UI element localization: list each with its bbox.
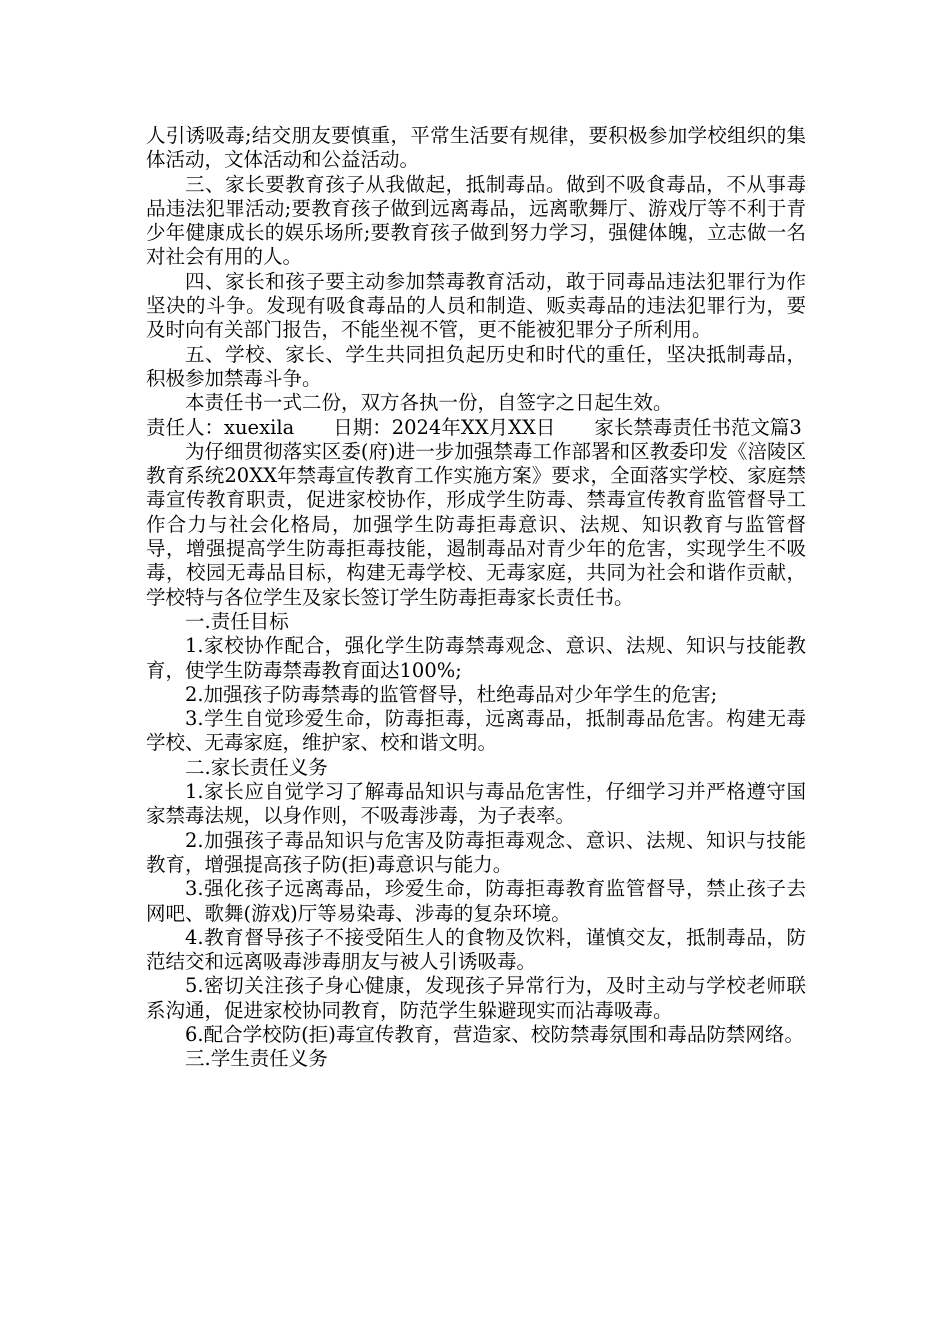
section-heading-goals: 一.责任目标 xyxy=(185,609,289,633)
section-heading-student-duties: 三.学生责任义务 xyxy=(185,1047,328,1071)
paragraph-continuation: 人引诱吸毒;结交朋友要慎重，平常生活要有规律，要积极参加学校组织的集体活动，文体活动和公益活动。 xyxy=(146,124,806,172)
parent-duty-6: 6.配合学校防(拒)毒宣传教育，营造家、校防禁毒氛围和毒品防禁网络。 xyxy=(185,1022,804,1046)
parent-duty-4: 4.教育督导孩子不接受陌生人的食物及饮料，谨慎交友，抵制毒品，防范结交和远离吸毒涉毒朋友与被人引诱吸毒。 xyxy=(146,925,806,974)
paragraph-item-five: 五、学校、家长、学生共同担负起历史和时代的重任，坚决抵制毒品，积极参加禁毒斗争。 xyxy=(146,342,806,390)
signature-line: 责任人：xuexila 日期：2024年XX月XX日 家长禁毒责任书范文篇3 xyxy=(146,415,802,439)
parent-duty-5: 5.密切关注孩子身心健康，发现孩子异常行为，及时主动与学校老师联系沟通，促进家校协同教育，防范学生躲避现实而沾毒吸毒。 xyxy=(146,974,806,1022)
parent-duty-3: 3.强化孩子远离毒品，珍爱生命，防毒拒毒教育监管督导，禁止孩子去网吧、歌舞(游戏)厅等易染毒、涉毒的复杂环境。 xyxy=(146,877,806,925)
paragraph-validity: 本责任书一式二份，双方各执一份，自签字之日起生效。 xyxy=(185,391,673,415)
goal-item-2: 2.加强孩子防毒禁毒的监管督导，杜绝毒品对少年学生的危害; xyxy=(185,682,718,706)
paragraph-item-three: 三、家长要教育孩子从我做起，抵制毒品。做到不吸食毒品，不从事毒品违法犯罪活动;要教育孩子做到远离毒品，远离歌舞厅、游戏厅等不利于青少年健康成长的娱乐场所;要教育孩子做到努力学习，强健体魄，立志做一名对社会有用的人。 xyxy=(146,172,806,269)
section-heading-parent-duties: 二.家长责任义务 xyxy=(185,755,328,779)
parent-duty-2: 2.加强孩子毒品知识与危害及防毒拒毒观念、意识、法规、知识与技能教育，增强提高孩子防(拒)毒意识与能力。 xyxy=(146,828,806,876)
parent-duty-1: 1.家长应自觉学习了解毒品知识与毒品危害性，仔细学习并严格遵守国家禁毒法规，以身作则，不吸毒涉毒，为子表率。 xyxy=(146,780,806,828)
goal-item-3: 3.学生自觉珍爱生命，防毒拒毒，远离毒品，抵制毒品危害。构建无毒学校、无毒家庭，维护家、校和谐文明。 xyxy=(146,707,806,755)
goal-item-1: 1.家校协作配合，强化学生防毒禁毒观念、意识、法规、知识与技能教育，使学生防毒禁毒教育面达100%; xyxy=(146,634,806,682)
document-page xyxy=(146,124,806,1072)
paragraph-intro: 为仔细贯彻落实区委(府)进一步加强禁毒工作部署和区教委印发《涪陵区教育系统20XX年禁毒宣传教育工作实施方案》要求，全面落实学校、家庭禁毒宣传教育职责，促进家校协作，形成学生防毒、禁毒宣传教育监管督导工作合力与社会化格局，加强学生防毒拒毒意识、法规、知识教育与监管督导，增强提高学生防毒拒毒技能，遏制毒品对青少年的危害，实现学生不吸毒，校园无毒品目标，构建无毒学校、无毒家庭，共同为社会和谐作贡献，学校特与各位学生及家长签订学生防毒拒毒家长责任书。 xyxy=(146,439,806,609)
paragraph-item-four: 四、家长和孩子要主动参加禁毒教育活动，敢于同毒品违法犯罪行为作坚决的斗争。发现有吸食毒品的人员和制造、贩卖毒品的违法犯罪行为，要及时向有关部门报告，不能坐视不管，更不能被犯罪分子所利用。 xyxy=(146,269,806,342)
